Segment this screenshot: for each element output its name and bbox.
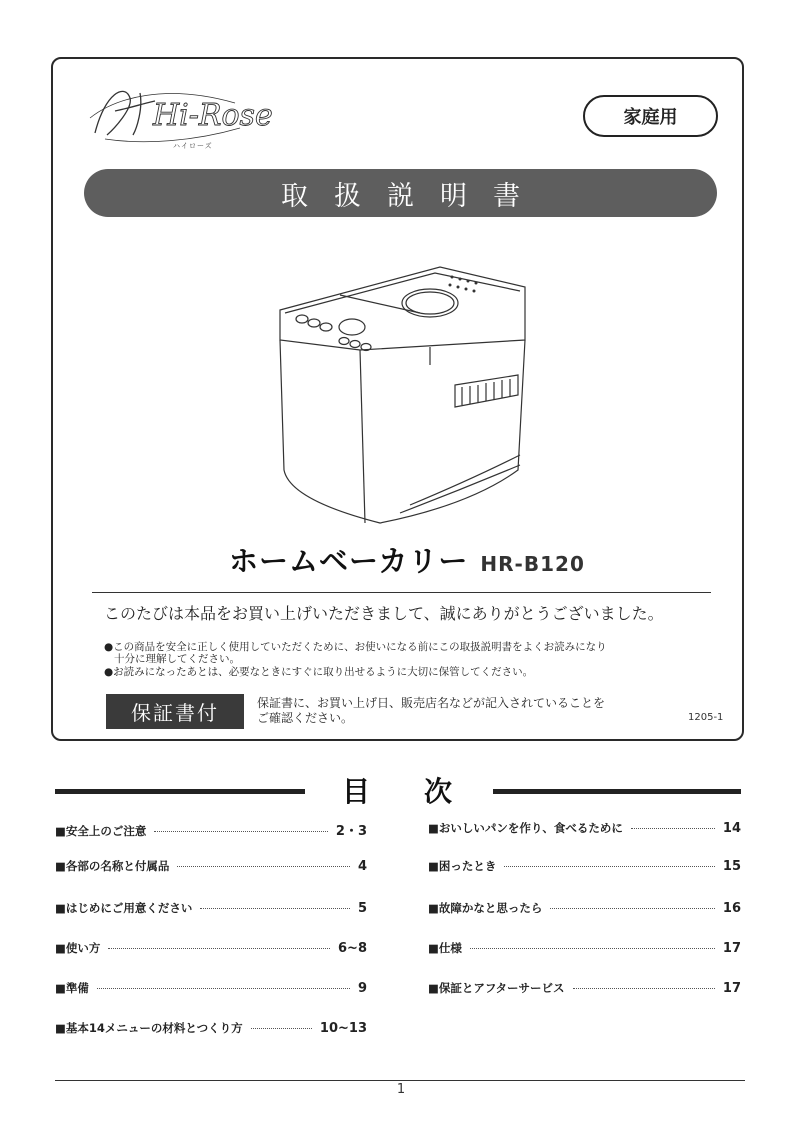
toc-page: 4 [357, 859, 367, 874]
toc-item-trouble[interactable] [428, 858, 741, 878]
svg-text:Hi-Rose: Hi-Rose [153, 98, 273, 133]
logo-subtitle: ハイローズ [173, 142, 213, 150]
toc-page: 9 [357, 981, 367, 996]
page-number: 1 [396, 1082, 406, 1097]
footer-divider [55, 1080, 745, 1081]
toc-page: 16 [722, 901, 741, 916]
toc-label: ■故障かなと思ったら [428, 901, 543, 915]
note-1-cont: 十分に理解してください。 [114, 653, 240, 665]
toc-leader [97, 988, 350, 989]
toc-leader [251, 1028, 312, 1029]
bread-maker-illustration [270, 255, 535, 527]
toc-label: ■基本14メニューの材料とつくり方 [55, 1021, 243, 1035]
toc-leader [200, 908, 350, 909]
toc-item-usage[interactable] [55, 940, 367, 960]
thanks-message: このたびは本品をお買い上げいただきまして、誠にありがとうございました。 [104, 604, 664, 623]
toc-page: 15 [722, 859, 741, 874]
toc-item-menus[interactable] [55, 1020, 367, 1040]
divider [92, 592, 711, 593]
toc-item-preparation-items[interactable] [55, 900, 367, 920]
toc-leader [504, 866, 715, 867]
document-code: 1205-1 [688, 712, 724, 723]
product-line [229, 539, 585, 580]
toc-page: 5 [357, 901, 367, 916]
toc-item-parts[interactable] [55, 858, 367, 878]
toc-item-warranty-service[interactable] [428, 980, 741, 1000]
toc-page: 2・3 [335, 824, 367, 839]
warranty-included-label: 保証書付 [106, 694, 244, 729]
product-name: ホームベーカリー [229, 544, 469, 578]
toc-item-tasty-bread[interactable] [428, 820, 741, 840]
toc-label: ■使い方 [55, 941, 101, 955]
toc-leader [470, 948, 715, 949]
note-1: ●この商品を安全に正しく使用していただくために、お使いになる前にこの取扱説明書をよくお読みになり [104, 641, 607, 653]
warranty-text-line-1: 保証書に、お買い上げ日、販売店名などが記入されていることを [257, 696, 606, 710]
hi-rose-logo [85, 73, 273, 153]
warranty-instructions [257, 696, 605, 726]
toc-label: ■仕様 [428, 941, 462, 955]
household-use-badge: 家庭用 [583, 95, 718, 137]
toc-page: 17 [722, 941, 741, 956]
toc-rule-right [493, 789, 741, 794]
toc-page: 14 [722, 821, 741, 836]
toc-page: 10~13 [319, 1021, 367, 1036]
toc-page: 6~8 [338, 941, 367, 956]
toc-label: ■安全上のご注意 [55, 824, 147, 838]
toc-leader [154, 831, 328, 832]
toc-label: ■準備 [55, 981, 89, 995]
toc-label: ■はじめにご用意ください [55, 901, 193, 915]
toc-leader [573, 988, 715, 989]
toc-item-specifications[interactable] [428, 940, 741, 960]
toc-item-troubleshooting[interactable] [428, 900, 741, 920]
note-2: ●お読みになったあとは、必要なときにすぐに取り出せるように大切に保管してください。 [104, 666, 534, 678]
toc-label: ■困ったとき [428, 859, 497, 873]
toc-leader [631, 828, 715, 829]
toc-item-safety[interactable] [55, 820, 367, 840]
toc-leader [550, 908, 715, 909]
toc-rule-left [55, 789, 305, 794]
toc-item-setup[interactable] [55, 980, 367, 1000]
manual-title: 取扱説明書 [84, 169, 717, 217]
model-number: HR-B120 [480, 552, 585, 576]
toc-leader [177, 866, 350, 867]
warranty-text-line-2: ご確認ください。 [257, 711, 354, 725]
toc-leader [108, 948, 330, 949]
toc-page: 17 [722, 981, 741, 996]
toc-label: ■保証とアフターサービス [428, 981, 565, 995]
toc-label: ■おいしいパンを作り、食べるために [428, 821, 623, 835]
toc-label: ■各部の名称と付属品 [55, 859, 170, 873]
toc-heading-right: 次 [424, 775, 453, 808]
toc-heading-left: 目 [342, 775, 371, 808]
